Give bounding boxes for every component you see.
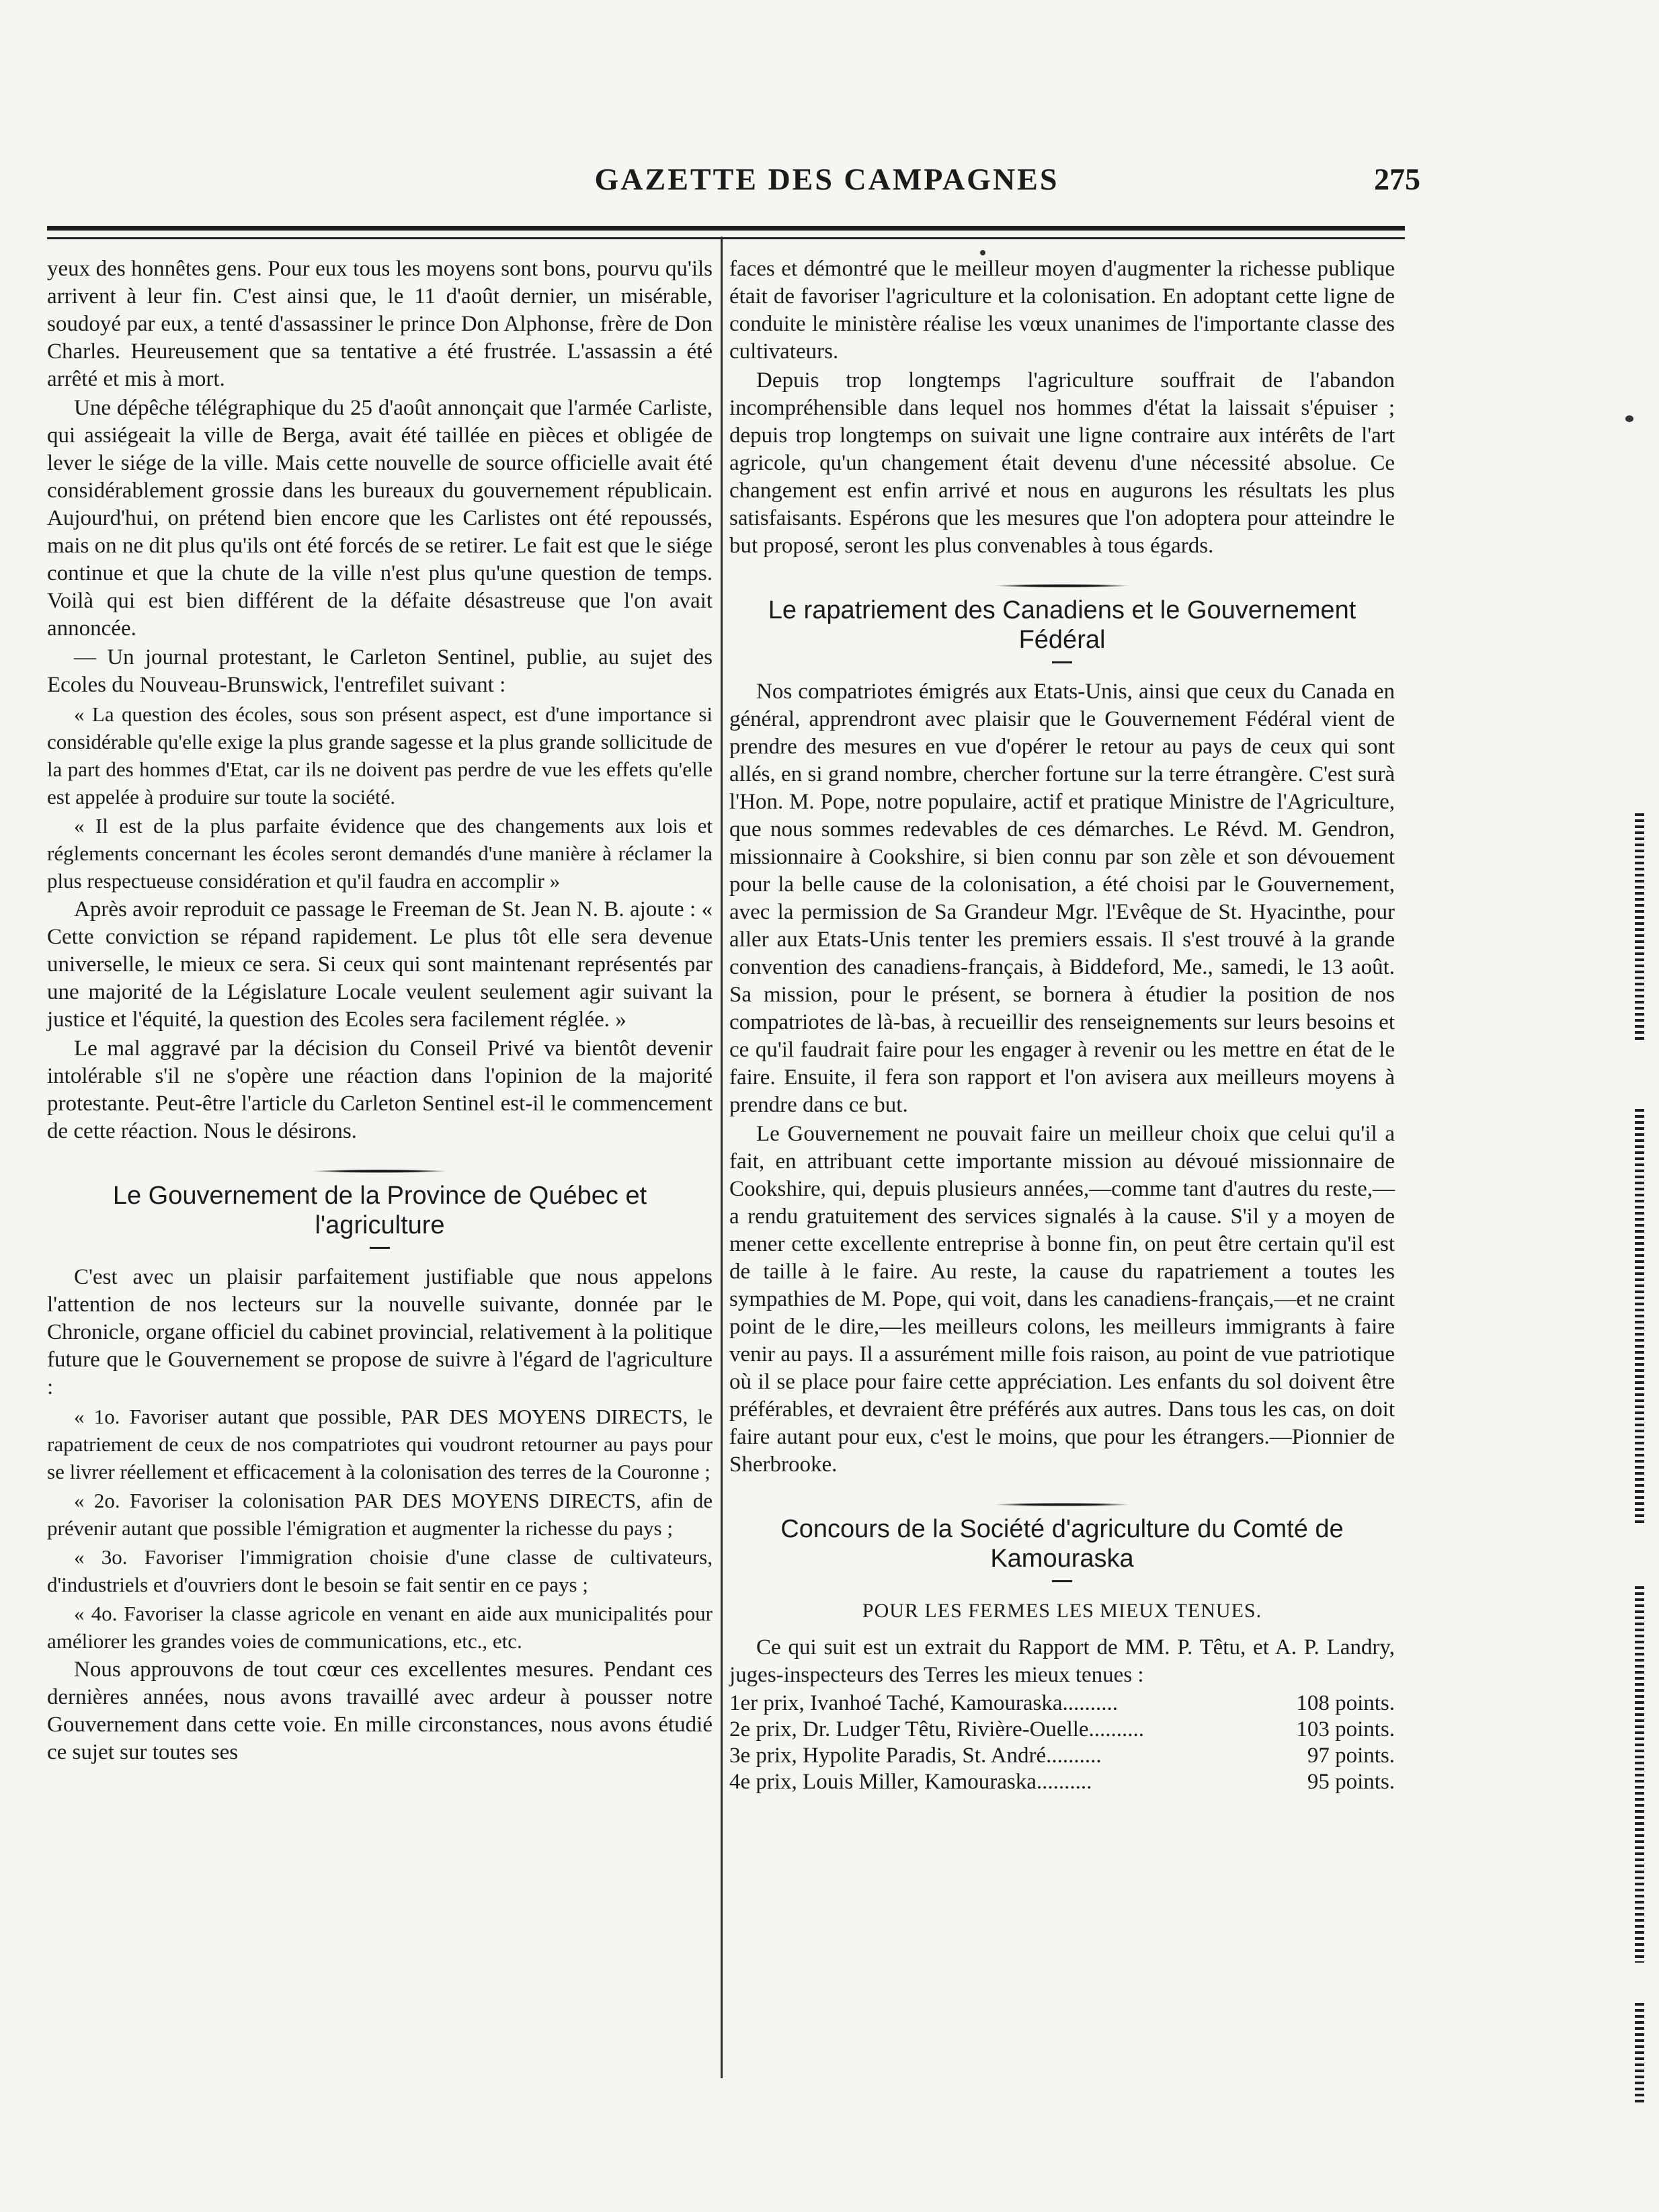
article-heading: Concours de la Société d'agriculture du Comté de Kamouraska — [729, 1503, 1395, 1582]
prize-winner: 1er prix, Ivanhoé Taché, Kamouraska.......... — [729, 1691, 1119, 1715]
prize-points: 95 points. — [1307, 1770, 1395, 1794]
paragraph: Le mal aggravé par la décision du Conseil Privé va bientôt devenir intolérable s'il ne s'opère une réaction dans l'opinion de la majorité protestante. Peut-être l'article du Carleton Sentinel est-il le commencement de cette réaction. Nous le désirons. — [47, 1036, 713, 1143]
paragraph: Ce qui suit est un extrait du Rapport de MM. P. Têtu, et A. P. Landry, juges-inspecteurs des Terres les mieux tenues : — [729, 1635, 1395, 1687]
quote-paragraph: « 1o. Favoriser autant que possible, PAR DES MOYENS DIRECTS, le rapatriement de ceux de nos compatriotes qui voudront retourner au pays pour se livrer réellement et efficacement à la colonisation des terres de la Couronne ; — [47, 1405, 713, 1483]
paragraph: yeux des honnêtes gens. Pour eux tous les moyens sont bons, pourvu qu'ils arrivent à leur fin. C'est ainsi que, le 11 d'août dernier, un misérable, soudoyé par eux, a tenté d'assassiner le prince Don Alphonse, frère de Don Charles. Heureusement que sa tentative a été frustrée. L'assassin a été arrêté et mis à mort. — [47, 257, 713, 391]
prize-winner: 2e prix, Dr. Ludger Têtu, Rivière-Ouelle.......... — [729, 1717, 1145, 1742]
prize-winner: 3e prix, Hypolite Paradis, St. André.......... — [729, 1744, 1102, 1768]
paragraph: — Un journal protestant, le Carleton Sentinel, publie, au sujet des Ecoles du Nouveau-Brunswick, l'entrefilet suivant : — [47, 645, 713, 697]
bleed-through-strip — [1635, 813, 1644, 1042]
paragraph: C'est avec un plaisir parfaitement justifiable que nous appelons l'attention de nos lecteurs sur la nouvelle suivante, donnée par le Chronicle, organe officiel du cabinet provincial, relativement à la politique future que le Gouvernement se propose de suivre à l'égard de l'agriculture : — [47, 1265, 713, 1399]
paragraph: Nos compatriotes émigrés aux Etats-Unis, ainsi que ceux du Canada en général, apprendront avec plaisir que le Gouvernement Fédéral vient de prendre des mesures en vue d'opérer le retour au pays de ceux qui sont allés, en si grand nombre, chercher fortune sur la terre étrangère. C'est surà l'Hon. M. Pope, notre populaire, actif et pratique Ministre de l'Agriculture, que nous sommes redevables de ces démarches. Le Révd. M. Gendron, missionnaire à Cookshire, si bien connu par son zèle et son dévouement pour la belle cause de la colonisation, a été choisi par le Gouvernement, avec la permission de Sa Grandeur Mgr. l'Evêque de St. Hyacinthe, pour aller aux Etats-Unis tenter les premiers essais. Il s'est trouvé à la grande convention des canadiens-français, à Biddeford, Me., samedi, le 13 août. Sa mission, pour le présent, se bornera à étudier la position de nos compatriotes de là-bas, à recueillir des renseignements sur leurs besoins et ce qu'il faudrait faire pour les engager à revenir ou les mettre en état de le faire. Ensuite, il fera son rapport et l'on avisera aux meilleurs moyens à prendre dans ce but. — [729, 680, 1395, 1117]
left-column — [47, 255, 713, 1768]
bleed-through-strip — [1635, 1109, 1644, 1526]
prize-winner: 4e prix, Louis Miller, Kamouraska.......... — [729, 1770, 1092, 1794]
prize-points: 108 points. — [1296, 1691, 1395, 1715]
right-column — [729, 255, 1395, 1795]
paragraph: Depuis trop longtemps l'agriculture souffrait de l'abandon incompréhensible dans lequel nos hommes d'état la laissait s'épuiser ; depuis trop longtemps on suivait une ligne contraire aux intérêts de l'art agricole, qu'un changement était devenu d'une nécessité absolue. Ce changement est enfin arrivé et nous en augurons les résultats les plus satisfaisants. Espérons que les mesures que l'on adoptera pour atteindre le but proposé, seront les plus convenables à tous égards. — [729, 368, 1395, 558]
prize-list — [729, 1690, 1395, 1795]
article-heading: Le rapatriement des Canadiens et le Gouvernement Fédéral — [729, 584, 1395, 663]
newspaper-title: GAZETTE DES CAMPAGNES — [594, 162, 1059, 196]
header-rule — [47, 226, 1405, 239]
article-subheading: POUR LES FERMES LES MIEUX TENUES. — [862, 1600, 1262, 1622]
bleed-through-strip — [1635, 2003, 1644, 2104]
prize-points: 103 points. — [1296, 1717, 1395, 1742]
paragraph: Le Gouvernement ne pouvait faire un meilleur choix que celui qu'il a fait, en attribuant cette importante mission au dévoué missionnaire de Cookshire, qui, depuis plusieurs années,—comme tant d'autres du reste,—a rendu gratuitement des services signalés à la cause. S'il y a moyen de mener cette excellente entreprise à bonne fin, on peut être certain qu'il est de taille à le faire. Au reste, la cause du rapatriement a toutes les sympathies de M. Pope, qui voit, dans les canadiens-français,—et ne craint point de le dire,—les meilleurs colons, les meilleurs immigrants à faire venir au pays. Il a assurément mille fois raison, au point de vue patriotique où il se place pour faire cette appréciation. Les enfants du sol doivent être préférables, et devraient être préférés aux autres. Dans tous les cas, on doit faire autant pour eux, c'est le moins, que pour les étrangers.—Pionnier de Sherbrooke. — [729, 1122, 1395, 1477]
prize-points: 97 points. — [1307, 1744, 1395, 1768]
quote-paragraph: « 2o. Favoriser la colonisation PAR DES MOYENS DIRECTS, afin de prévenir autant que possible l'émigration et augmenter la richesse du pays ; — [47, 1489, 713, 1540]
quote-paragraph: « 3o. Favoriser l'immigration choisie d'une classe de cultivateurs, d'industriels et d'ouvriers dont le besoin se fait sentir en ce pays ; — [47, 1545, 713, 1596]
page-header — [0, 161, 1659, 202]
list-item — [729, 1717, 1395, 1743]
ink-speck — [1625, 415, 1633, 422]
column-divider — [721, 237, 723, 2078]
quote-paragraph: « 4o. Favoriser la classe agricole en venant en aide aux municipalités pour améliorer les grandes voies de communications, etc., etc. — [47, 1602, 713, 1653]
list-item — [729, 1743, 1395, 1769]
bleed-through-strip — [1635, 1586, 1644, 1963]
list-item — [729, 1769, 1395, 1795]
ink-speck — [980, 250, 985, 255]
quote-paragraph: « La question des écoles, sous son présent aspect, est d'une importance si considérable qu'elle exige la plus grande sagesse et la plus grande sollicitude de la part des hommes d'Etat, car ils ne doivent pas perdre de vue les effets qu'elle est appelée à produire sur toute la société. — [47, 702, 713, 809]
page-number: 275 — [1374, 162, 1420, 196]
article-heading: Le Gouvernement de la Province de Québec et l'agriculture — [47, 1170, 713, 1249]
paragraph: Une dépêche télégraphique du 25 d'août annonçait que l'armée Carliste, qui assiégeait la ville de Berga, avait été taillée en pièces et obligée de lever le siége de la ville. Mais cette nouvelle de source officielle avait été considérablement grossie dans les bureaux du gouvernement républicain. Aujourd'hui, on prétend bien encore que les Carlistes ont été repoussés, mais on ne dit plus qu'ils ont été forcés de se retirer. Le fait est que le siége continue et que la chute de la ville n'est plus qu'une question de temps. Voilà qui est bien différent de la défaite désastreuse que l'on avait annoncée. — [47, 396, 713, 641]
list-item — [729, 1690, 1395, 1717]
paragraph: faces et démontré que le meilleur moyen d'augmenter la richesse publique était de favoriser l'agriculture et la colonisation. En adoptant cette ligne de conduite le ministère réalise les vœux unanimes de l'importante classe des cultivateurs. — [729, 257, 1395, 364]
quote-paragraph: « Il est de la plus parfaite évidence que des changements aux lois et réglements concernant les écoles seront demandés d'une manière à réclamer la plus respectueuse considération et qu'il faudra en accomplir » — [47, 814, 713, 893]
paragraph: Nous approuvons de tout cœur ces excellentes mesures. Pendant ces dernières années, nous avons travaillé avec ardeur à pousser notre Gouvernement dans cette voie. En mille circonstances, nous avons étudié ce sujet sur toutes ses — [47, 1657, 713, 1764]
paragraph: Après avoir reproduit ce passage le Freeman de St. Jean N. B. ajoute : « Cette conviction se répand rapidement. Le plus tôt elle sera devenue universelle, le mieux ce sera. Si ceux qui sont maintenant représentés par une majorité de la Législature Locale veulent seulement agir suivant la justice et l'équité, la question des Ecoles sera facilement réglée. » — [47, 897, 713, 1032]
